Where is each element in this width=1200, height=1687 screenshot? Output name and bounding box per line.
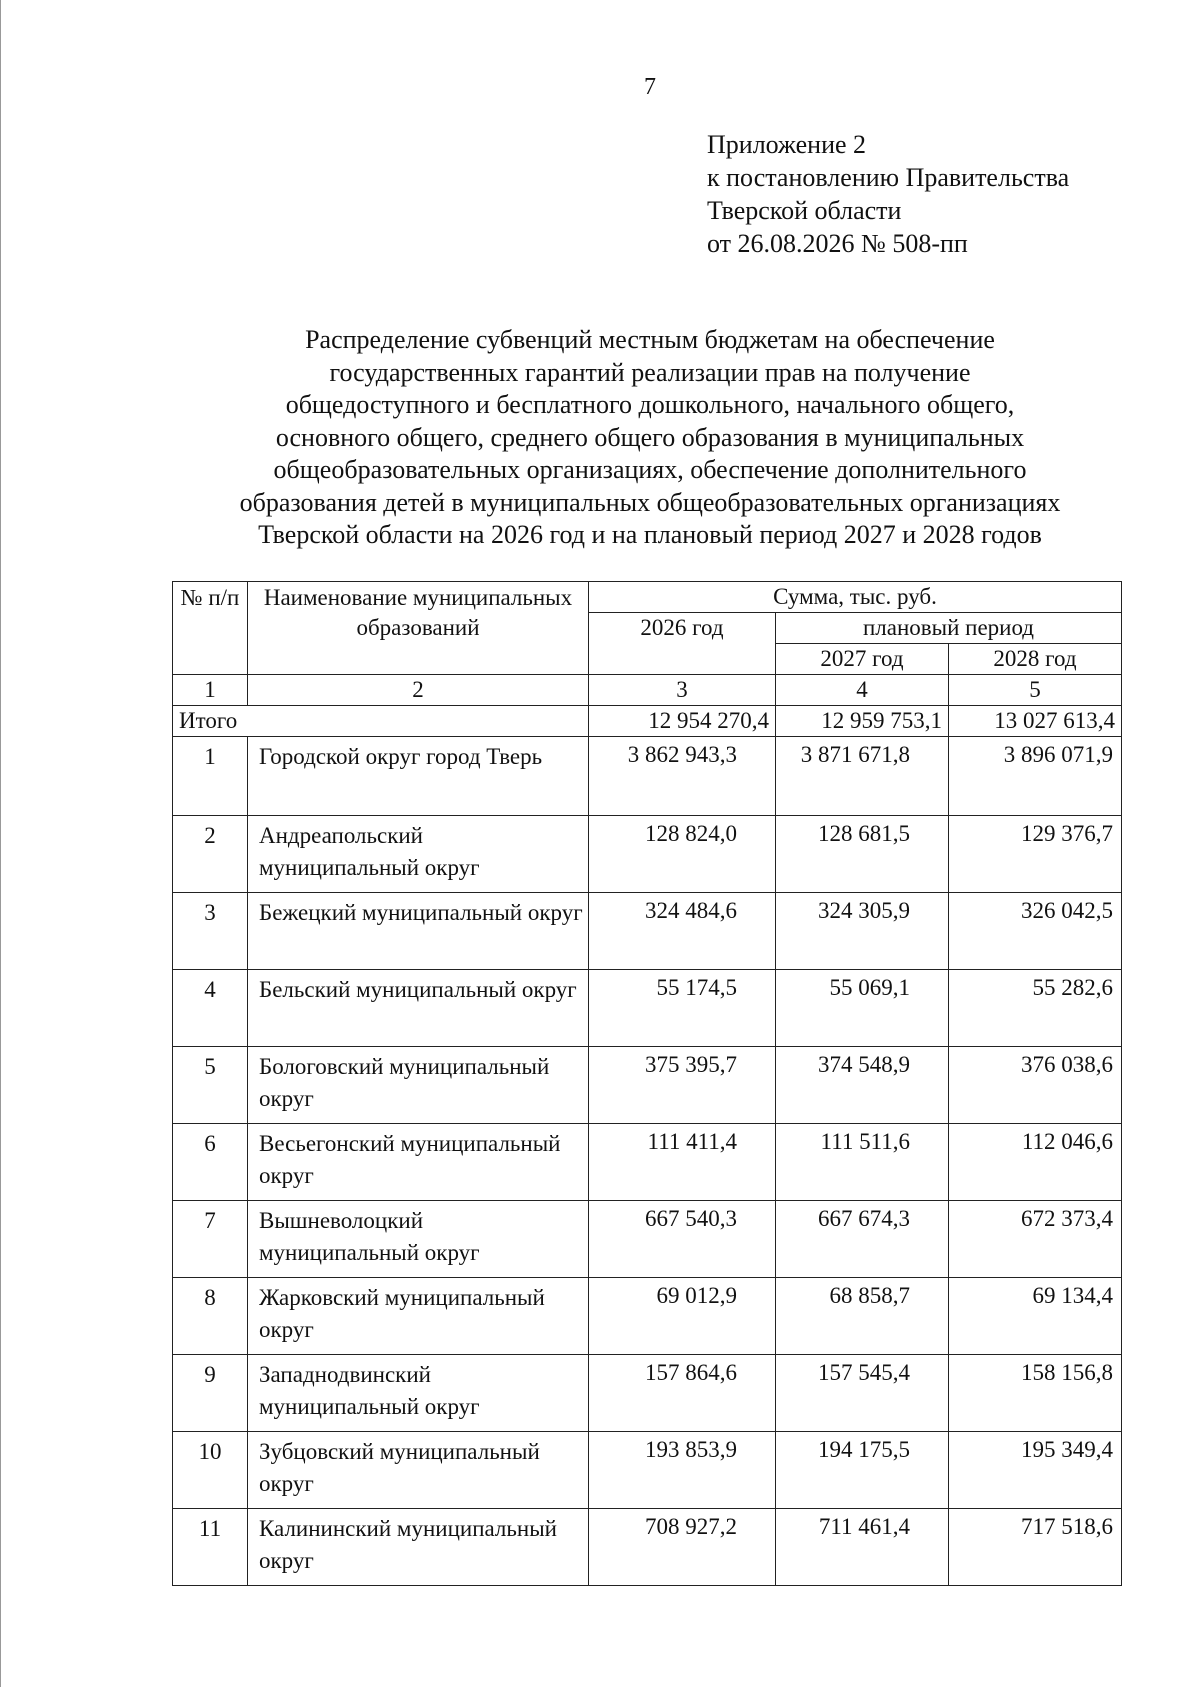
- header-name: Наименование муниципальных образований: [248, 582, 589, 675]
- amount-2026: 157 864,6: [589, 1355, 776, 1432]
- total-2027: 12 959 753,1: [776, 706, 949, 737]
- header-year-2026: 2026 год: [589, 613, 776, 675]
- municipality-name: Бологовский муниципальный округ: [248, 1047, 589, 1124]
- municipality-name: Весьегонский муниципальный округ: [248, 1124, 589, 1201]
- amount-2028: 3 896 071,9: [949, 737, 1122, 816]
- amount-2026: 708 927,2: [589, 1509, 776, 1586]
- amount-2027: 3 871 671,8: [776, 737, 949, 816]
- municipality-name: Жарковский муниципальный округ: [248, 1278, 589, 1355]
- amount-2026: 324 484,6: [589, 893, 776, 970]
- column-number: 5: [949, 675, 1122, 706]
- amount-2028: 129 376,7: [949, 816, 1122, 893]
- table-row: [173, 1278, 1122, 1355]
- row-number: 11: [173, 1509, 248, 1586]
- amount-2026: 3 862 943,3: [589, 737, 776, 816]
- title-line: основного общего, среднего общего образования в муниципальных: [275, 422, 1025, 452]
- amount-2026: 375 395,7: [589, 1047, 776, 1124]
- amount-2027: 324 305,9: [776, 893, 949, 970]
- row-number: 2: [173, 816, 248, 893]
- header-planning-period: плановый период: [776, 613, 1122, 644]
- row-number: 3: [173, 893, 248, 970]
- row-number: 6: [173, 1124, 248, 1201]
- amount-2026: 193 853,9: [589, 1432, 776, 1509]
- subvention-table: [172, 581, 1122, 1586]
- amount-2026: 111 411,4: [589, 1124, 776, 1201]
- municipality-name: Зубцовский муниципальный округ: [248, 1432, 589, 1509]
- amount-2027: 194 175,5: [776, 1432, 949, 1509]
- amount-2028: 112 046,6: [949, 1124, 1122, 1201]
- amount-2028: 672 373,4: [949, 1201, 1122, 1278]
- title-line: Распределение субвенций местным бюджетам на обеспечение: [305, 325, 995, 354]
- municipality-name: Городской округ город Тверь: [248, 737, 589, 816]
- total-2026: 12 954 270,4: [589, 706, 776, 737]
- table-row: [173, 1432, 1122, 1509]
- amount-2027: 667 674,3: [776, 1201, 949, 1278]
- document-title: [160, 324, 1140, 552]
- column-number: 2: [248, 675, 589, 706]
- column-number: 3: [589, 675, 776, 706]
- appendix-line: от 26.08.2026 № 508-пп: [707, 229, 968, 258]
- amount-2027: 128 681,5: [776, 816, 949, 893]
- municipality-name: Калининский муниципальный округ: [248, 1509, 589, 1586]
- title-line: Тверской области на 2026 год и на плановый период 2027 и 2028 годов: [258, 520, 1042, 549]
- amount-2027: 157 545,4: [776, 1355, 949, 1432]
- appendix-line: Приложение 2: [707, 130, 867, 159]
- table-row: [173, 1355, 1122, 1432]
- title-line: государственных гарантий реализации прав на получение: [329, 357, 971, 387]
- amount-2026: 128 824,0: [589, 816, 776, 893]
- amount-2028: 717 518,6: [949, 1509, 1122, 1586]
- row-number: 5: [173, 1047, 248, 1124]
- amount-2026: 69 012,9: [589, 1278, 776, 1355]
- total-row: [173, 706, 1122, 737]
- title-line: общедоступного и бесплатного дошкольного, начального общего,: [285, 390, 1015, 419]
- table-row: [173, 1047, 1122, 1124]
- column-number: 1: [173, 675, 248, 706]
- header-sum: Сумма, тыс. руб.: [589, 582, 1122, 613]
- table-row: [173, 1124, 1122, 1201]
- amount-2027: 711 461,4: [776, 1509, 949, 1586]
- table-row: [173, 1509, 1122, 1586]
- municipality-name: Бельский муниципальный округ: [248, 970, 589, 1047]
- page-number: 7: [644, 74, 656, 100]
- column-number: 4: [776, 675, 949, 706]
- amount-2026: 55 174,5: [589, 970, 776, 1047]
- appendix-line: Тверской области: [707, 196, 902, 225]
- municipality-name: Западнодвинский муниципальный округ: [248, 1355, 589, 1432]
- amount-2028: 195 349,4: [949, 1432, 1122, 1509]
- appendix-line: к постановлению Правительства: [707, 163, 1070, 192]
- appendix-reference: [707, 128, 1069, 260]
- municipality-name: Бежецкий муниципальный округ: [248, 893, 589, 970]
- table-row: [173, 970, 1122, 1047]
- total-label: Итого: [173, 706, 589, 737]
- municipality-name: Вышневолоцкий муниципальный округ: [248, 1201, 589, 1278]
- amount-2028: 376 038,6: [949, 1047, 1122, 1124]
- row-number: 9: [173, 1355, 248, 1432]
- header-number: № п/п: [173, 582, 248, 675]
- row-number: 7: [173, 1201, 248, 1278]
- amount-2028: 158 156,8: [949, 1355, 1122, 1432]
- amount-2028: 69 134,4: [949, 1278, 1122, 1355]
- amount-2027: 111 511,6: [776, 1124, 949, 1201]
- municipality-name: Андреапольский муниципальный округ: [248, 816, 589, 893]
- row-number: 10: [173, 1432, 248, 1509]
- column-number-row: [173, 675, 1122, 706]
- amount-2028: 55 282,6: [949, 970, 1122, 1047]
- amount-2028: 326 042,5: [949, 893, 1122, 970]
- title-line: образования детей в муниципальных общеобразовательных организациях: [239, 487, 1061, 517]
- amount-2027: 68 858,7: [776, 1278, 949, 1355]
- table-row: [173, 1201, 1122, 1278]
- table-row: [173, 737, 1122, 816]
- total-2028: 13 027 613,4: [949, 706, 1122, 737]
- header-year-2028: 2028 год: [949, 644, 1122, 675]
- amount-2026: 667 540,3: [589, 1201, 776, 1278]
- amount-2027: 374 548,9: [776, 1047, 949, 1124]
- table-row: [173, 893, 1122, 970]
- row-number: 1: [173, 737, 248, 816]
- row-number: 4: [173, 970, 248, 1047]
- table-row: [173, 816, 1122, 893]
- scan-edge: [0, 0, 1, 1687]
- amount-2027: 55 069,1: [776, 970, 949, 1047]
- header-year-2027: 2027 год: [776, 644, 949, 675]
- row-number: 8: [173, 1278, 248, 1355]
- title-line: общеобразовательных организациях, обеспечение дополнительного: [273, 455, 1027, 484]
